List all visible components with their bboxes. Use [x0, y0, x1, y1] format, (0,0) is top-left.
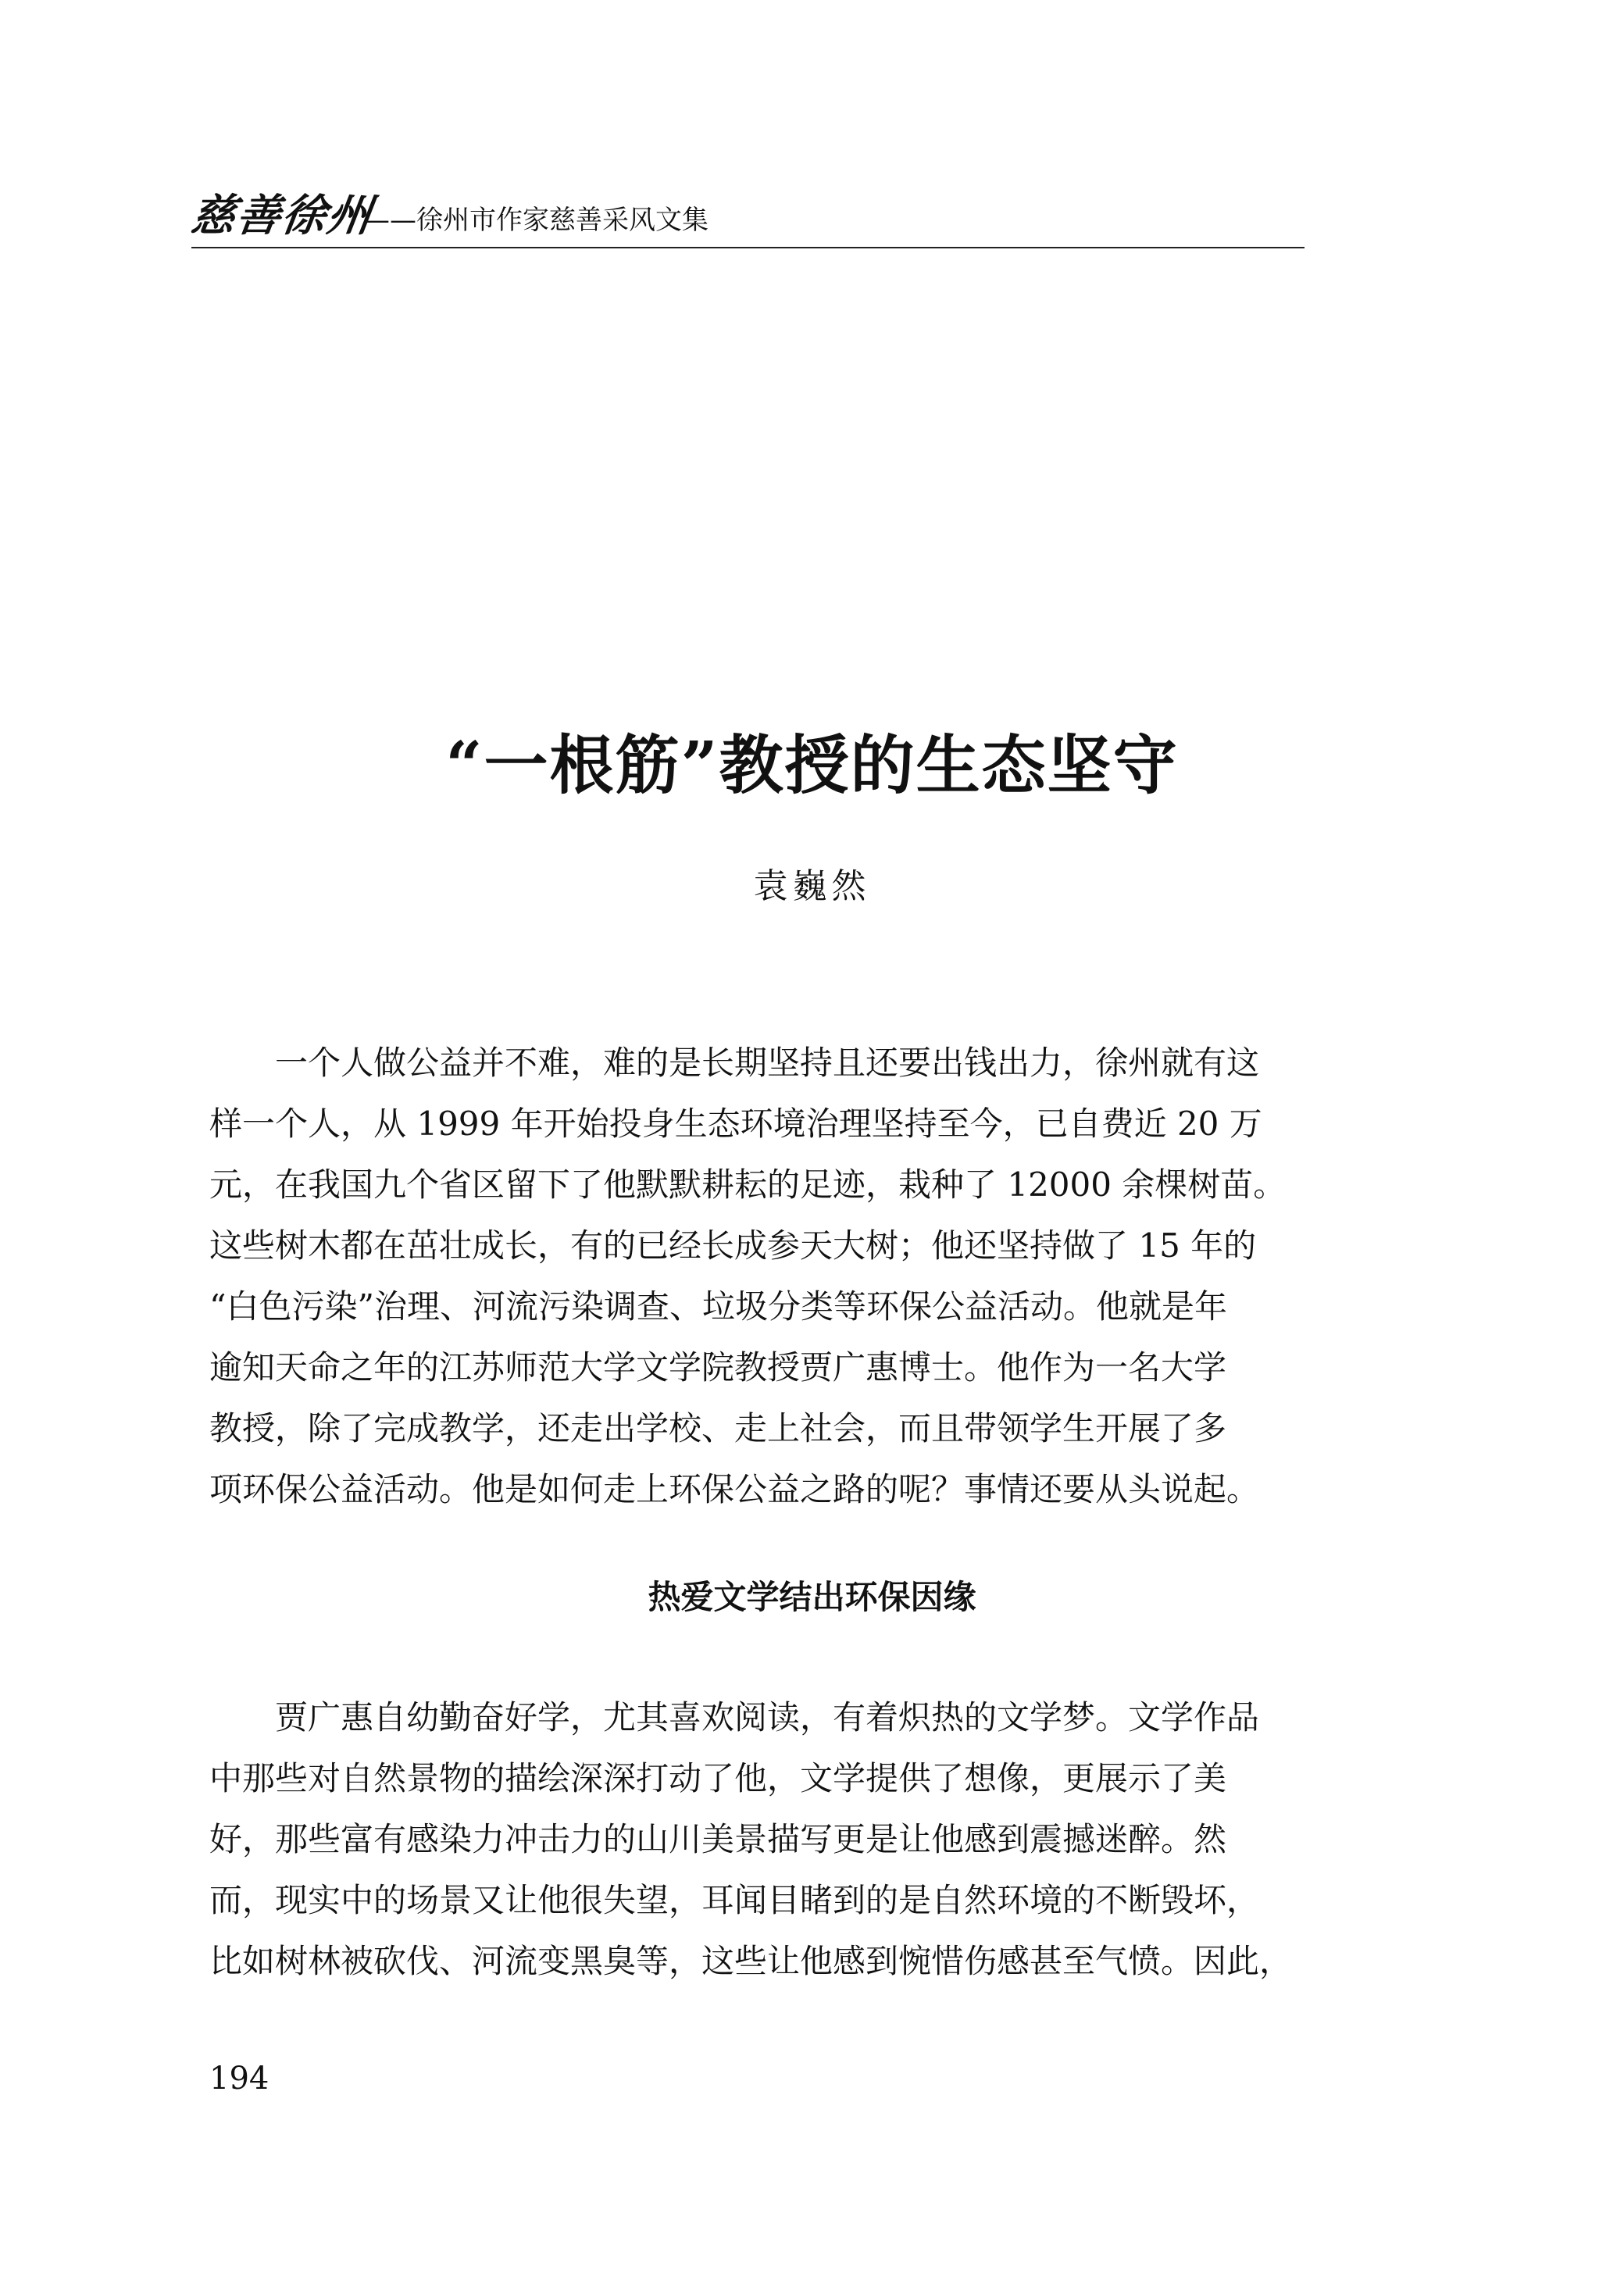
paragraph-1: [209, 1033, 1303, 1520]
text-line: 而，现实中的场景又让他很失望，耳闻目睹到的是自然环境的不断毁坏，: [209, 1881, 1260, 1919]
text-line: 贾广惠自幼勤奋好学，尤其喜欢阅读，有着炽热的文学梦。文学作品: [209, 1698, 1260, 1736]
text-line: 项环保公益活动。他是如何走上环保公益之路的呢？事情还要从头说起。: [209, 1470, 1260, 1508]
text-line: 这些树木都在茁壮成长，有的已经长成参天大树；他还坚持做了 15 年的: [209, 1226, 1257, 1265]
text-line: 元，在我国九个省区留下了他默默耕耘的足迹，栽种了 12000 余棵树苗。: [209, 1165, 1287, 1204]
text-line: 一个人做公益并不难，难的是长期坚持且还要出钱出力，徐州就有这: [209, 1044, 1260, 1082]
text-line: “白色污染”治理、河流污染调查、垃圾分类等环保公益活动。他就是年: [209, 1287, 1227, 1326]
text-line: 比如树林被砍伐、河流变黑臭等，这些让他感到惋惜伤感甚至气愤。因此，: [209, 1942, 1293, 1980]
text-line: 中那些对自然景物的描绘深深打动了他，文学提供了想像，更展示了美: [209, 1759, 1227, 1797]
header-subtitle: ——徐州市作家慈善采风文集: [363, 205, 708, 236]
text-line: 教授，除了完成教学，还走出学校、走上社会，而且带领学生开展了多: [209, 1409, 1227, 1447]
text-line: 逾知天命之年的江苏师范大学文学院教授贾广惠博士。他作为一名大学: [209, 1348, 1227, 1387]
text-line: 样一个人，从 1999 年开始投身生态环境治理坚持至今，已自费近 20 万: [209, 1105, 1262, 1143]
paragraph-2: [209, 1687, 1303, 1992]
text-line: 好，那些富有感染力冲击力的山川美景描写更是让他感到震撼迷醉。然: [209, 1820, 1227, 1858]
running-header: [187, 186, 1305, 248]
page-number: 194: [209, 2061, 269, 2097]
article-author: 袁巍然: [753, 866, 871, 906]
article-title: “一根筋”教授的生态坚守: [445, 728, 1179, 803]
section-heading: 热爱文学结出环保因缘: [648, 1578, 976, 1616]
header-brand: 慈善徐州: [187, 190, 377, 241]
